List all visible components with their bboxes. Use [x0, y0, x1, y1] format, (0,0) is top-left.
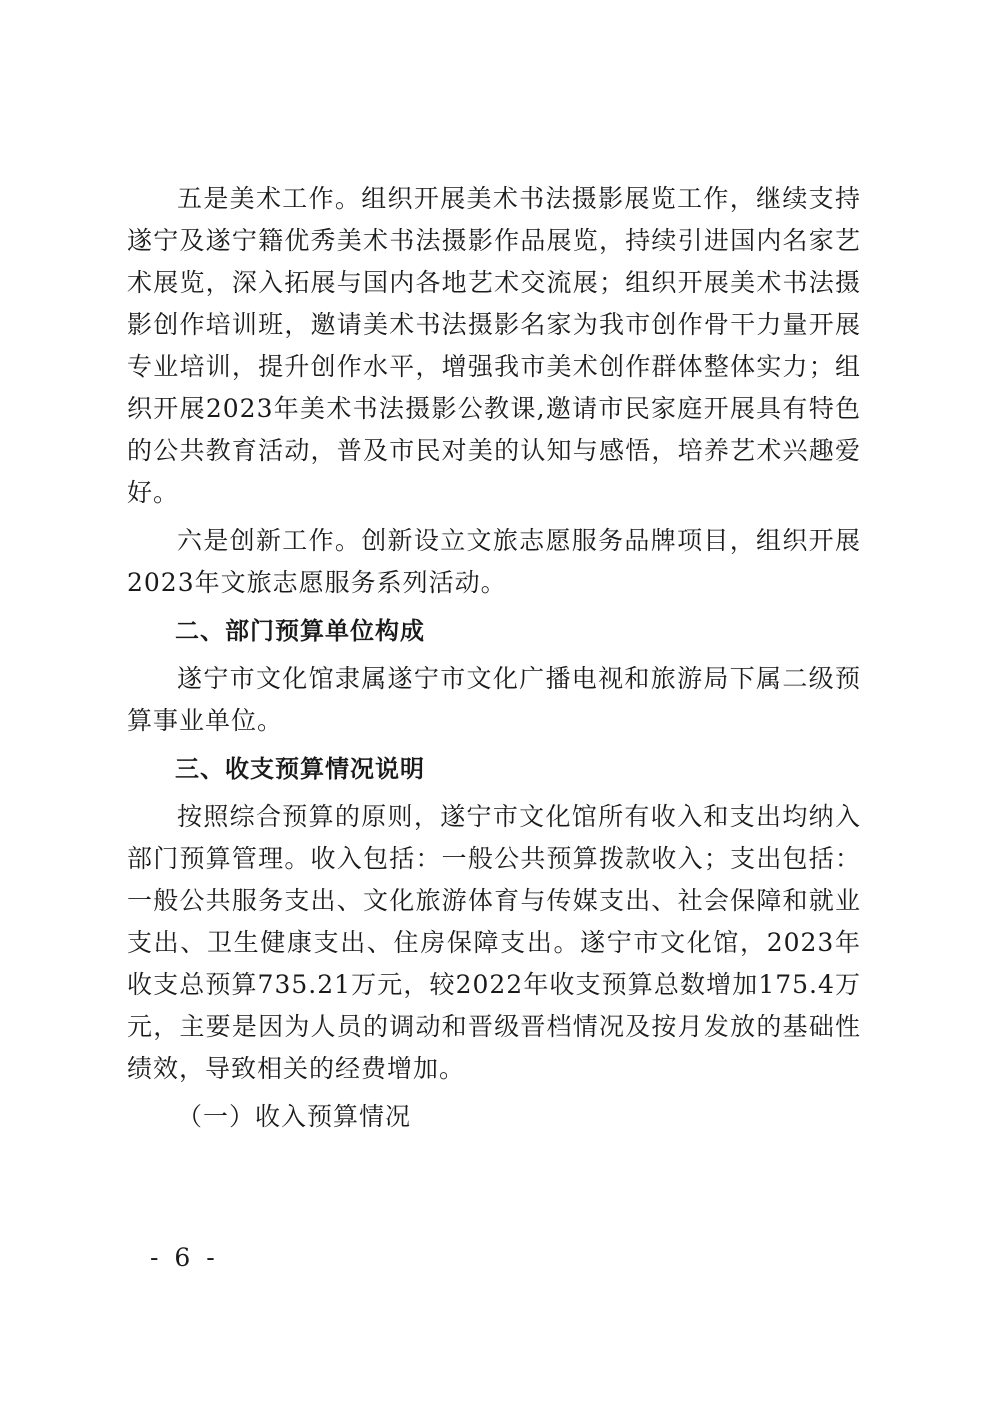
paragraph-unit-composition: 遂宁市文化馆隶属遂宁市文化广播电视和旅游局下属二级预算事业单位。	[127, 664, 861, 735]
subsection-heading-income-budget: （一）收入预算情况	[177, 1102, 412, 1131]
section-heading-unit-composition: 二、部门预算单位构成	[175, 617, 425, 645]
document-body	[127, 178, 861, 1138]
paragraph-budget-explanation: 按照综合预算的原则，遂宁市文化馆所有收入和支出均纳入部门预算管理。收入包括：一般公共预算拨款收入；支出包括：一般公共服务支出、文化旅游体育与传媒支出、社会保障和就业支出、卫生健康支出、住房保障支出。遂宁市文化馆，2023年收支总预算735.21万元，较2022年收支预算总数增加175.4万元，主要是因为人员的调动和晋级晋档情况及按月发放的基础性绩效，导致相关的经费增加。	[127, 802, 861, 1083]
section-heading-budget-explanation: 三、收支预算情况说明	[175, 755, 425, 783]
paragraph-innovation-work: 六是创新工作。创新设立文旅志愿服务品牌项目，组织开展2023年文旅志愿服务系列活动。	[127, 526, 861, 597]
paragraph-art-work: 五是美术工作。组织开展美术书法摄影展览工作，继续支持遂宁及遂宁籍优秀美术书法摄影作品展览，持续引进国内名家艺术展览，深入拓展与国内各地艺术交流展；组织开展美术书法摄影创作培训班，邀请美术书法摄影名家为我市创作骨干力量开展专业培训，提升创作水平，增强我市美术创作群体整体实力；组织开展2023年美术书法摄影公教课,邀请市民家庭开展具有特色的公共教育活动，普及市民对美的认知与感悟，培养艺术兴趣爱好。	[127, 184, 861, 507]
page-number: - 6 -	[150, 1243, 219, 1272]
